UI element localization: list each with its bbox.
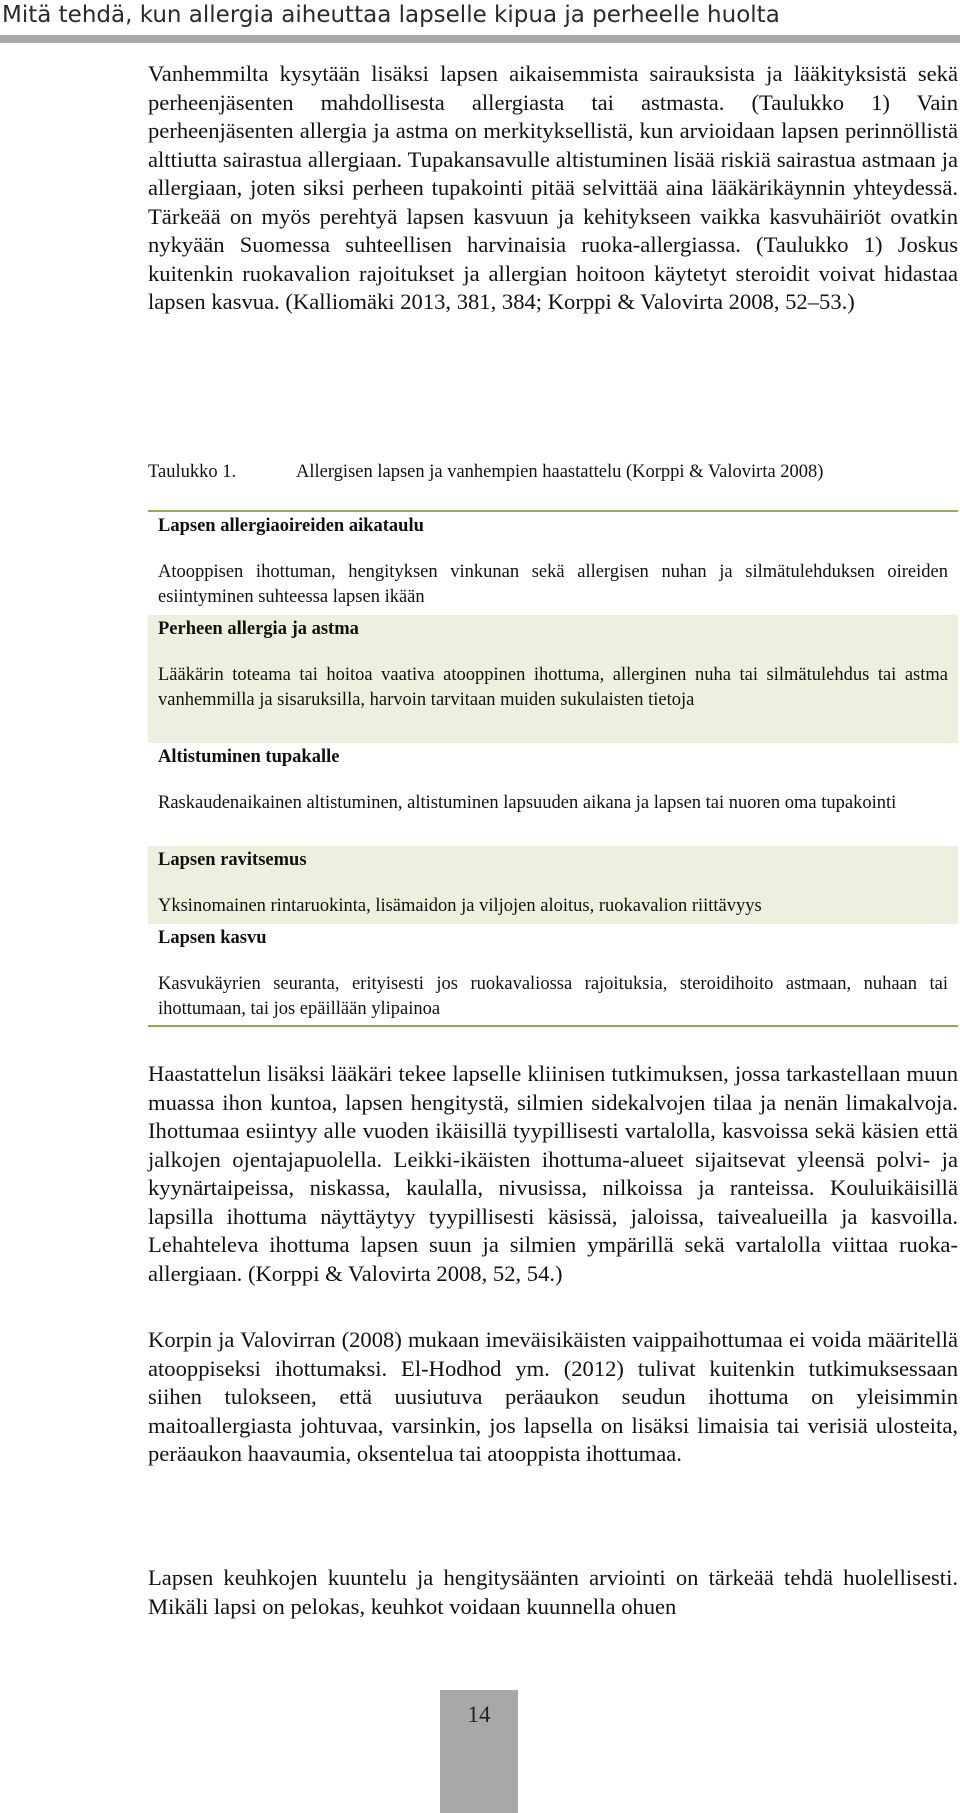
body-paragraph-1: Vanhemmilta kysytään lisäksi lapsen aikaisemmista sairauksista ja lääkityksistä sekä perheenjäsenten mahdollisesta allergiasta tai astmasta. (Taulukko 1) Vain perheenjäsenten allergia ja astma on merkityksellistä, kun arvioidaan lapsen perinnöllistä alttiutta sairastua allergiaan. Tupakansavulle altistuminen lisää riskiä sairastua astmaan ja allergiaan, joten siksi perheen tupakointi pitää selvittää aina lääkärikäynnin yhteydessä. Tärkeää on myös perehtyä lapsen kasvuun ja kehitykseen vaikka kasvuhäiriöt ovatkin nykyään Suomessa suhteellisen harvinaisia ruoka-allergiassa. (Taulukko 1) Joskus kuitenkin ruokavalion rajoitukset ja allergian hoitoon käytetyt steroidit voivat hidastaa lapsen kasvua. (Kalliomäki 2013, 381, 384; Korppi & Valovirta 2008, 52–53.)	[148, 61, 958, 314]
running-header	[0, 0, 960, 44]
table-caption-text: Allergisen lapsen ja vanhempien haastattelu (Korppi & Valovirta 2008)	[296, 462, 824, 482]
table-row-heading: Perheen allergia ja astma	[158, 619, 359, 639]
table-row-heading: Lapsen kasvu	[158, 928, 267, 948]
table-row	[148, 846, 958, 924]
page-number-box	[440, 1690, 518, 1813]
body-paragraph-3: Korpin ja Valovirran (2008) mukaan imeväisikäisten vaippaihottumaa ei voida määritellä atooppiseksi ihottumaksi. El-Hodhod ym. (2012) tulivat kuitenkin tutkimuksessaan siihen tulokseen, että uusiutuva peräaukon seudun ihottuma on yleisimmin maitoallergiasta johtuvaa, varsinkin, jos lapsella on lisäksi limaisia tai verisiä ulosteita, peräaukon haavaumia, oksentelua tai atooppista ihottumaa.	[148, 1327, 958, 1466]
table-row-text: Lääkärin toteama tai hoitoa vaativa atooppinen ihottuma, allerginen nuha tai silmätulehdus tai astma vanhemmilla ja sisaruksilla, harvoin tarvitaan muiden sukulaisten tietoja	[158, 665, 948, 710]
table-row-heading: Lapsen allergiaoireiden aikataulu	[158, 516, 424, 536]
table-row-text: Atooppisen ihottuman, hengityksen vinkunan sekä allergisen nuhan ja silmätulehduksen oireiden esiintyminen suhteessa lapsen ikään	[158, 562, 948, 607]
table-row-heading: Lapsen ravitsemus	[158, 850, 307, 870]
table-row	[148, 924, 958, 1025]
header-rule	[0, 35, 960, 43]
table-row	[148, 615, 958, 743]
page-number: 14	[467, 1702, 491, 1727]
table-caption	[148, 462, 823, 483]
document-title: Mitä tehdä, kun allergia aiheuttaa lapselle kipua ja perheelle huolta	[2, 2, 780, 28]
table-row	[148, 743, 958, 846]
body-paragraph-2: Haastattelun lisäksi lääkäri tekee lapselle kliinisen tutkimuksen, jossa tarkastellaan muun muassa ihon kuntoa, lapsen hengitystä, silmien sidekalvojen tilaa ja nenän limakalvoja. Ihottumaa esiintyy alle vuoden ikäisillä tyypillisesti vartalolla, kasvoissa sekä käsien että jalkojen ojentajapuolella. Leikki-ikäisten ihottuma-alueet sijaitsevat yleensä polvi- ja kyynärtaipeissa, niskassa, kaulalla, nivusissa, nilkoissa ja ranteissa. Kouluikäisillä lapsilla ihottuma näyttäytyy tyypillisesti käsissä, jaloissa, taivealueilla ja kasvoilla. Lehahteleva ihottuma lapsen suun ja silmien ympärillä sekä vartalolla viittaa ruoka-allergiaan. (Korppi & Valovirta 2008, 52, 54.)	[148, 1061, 958, 1286]
body-paragraph-4: Lapsen keuhkojen kuuntelu ja hengitysäänten arviointi on tärkeää tehdä huolellisesti. Mikäli lapsi on pelokas, keuhkot voidaan kuunnella ohuen	[148, 1565, 958, 1619]
table-row-heading: Altistuminen tupakalle	[158, 747, 340, 767]
table-row	[148, 512, 958, 615]
interview-table	[148, 510, 958, 1027]
table-caption-label: Taulukko 1.	[148, 462, 237, 482]
table-row-text: Raskaudenaikainen altistuminen, altistuminen lapsuuden aikana ja lapsen tai nuoren oma tupakointi	[158, 793, 897, 813]
table-row-text: Yksinomainen rintaruokinta, lisämaidon ja viljojen aloitus, ruokavalion riittävyys	[158, 896, 762, 916]
table-row-text: Kasvukäyrien seuranta, erityisesti jos ruokavaliossa rajoituksia, steroidihoito astmaan, nuhaan tai ihottumaan, tai jos epäillään ylipainoa	[158, 974, 948, 1019]
